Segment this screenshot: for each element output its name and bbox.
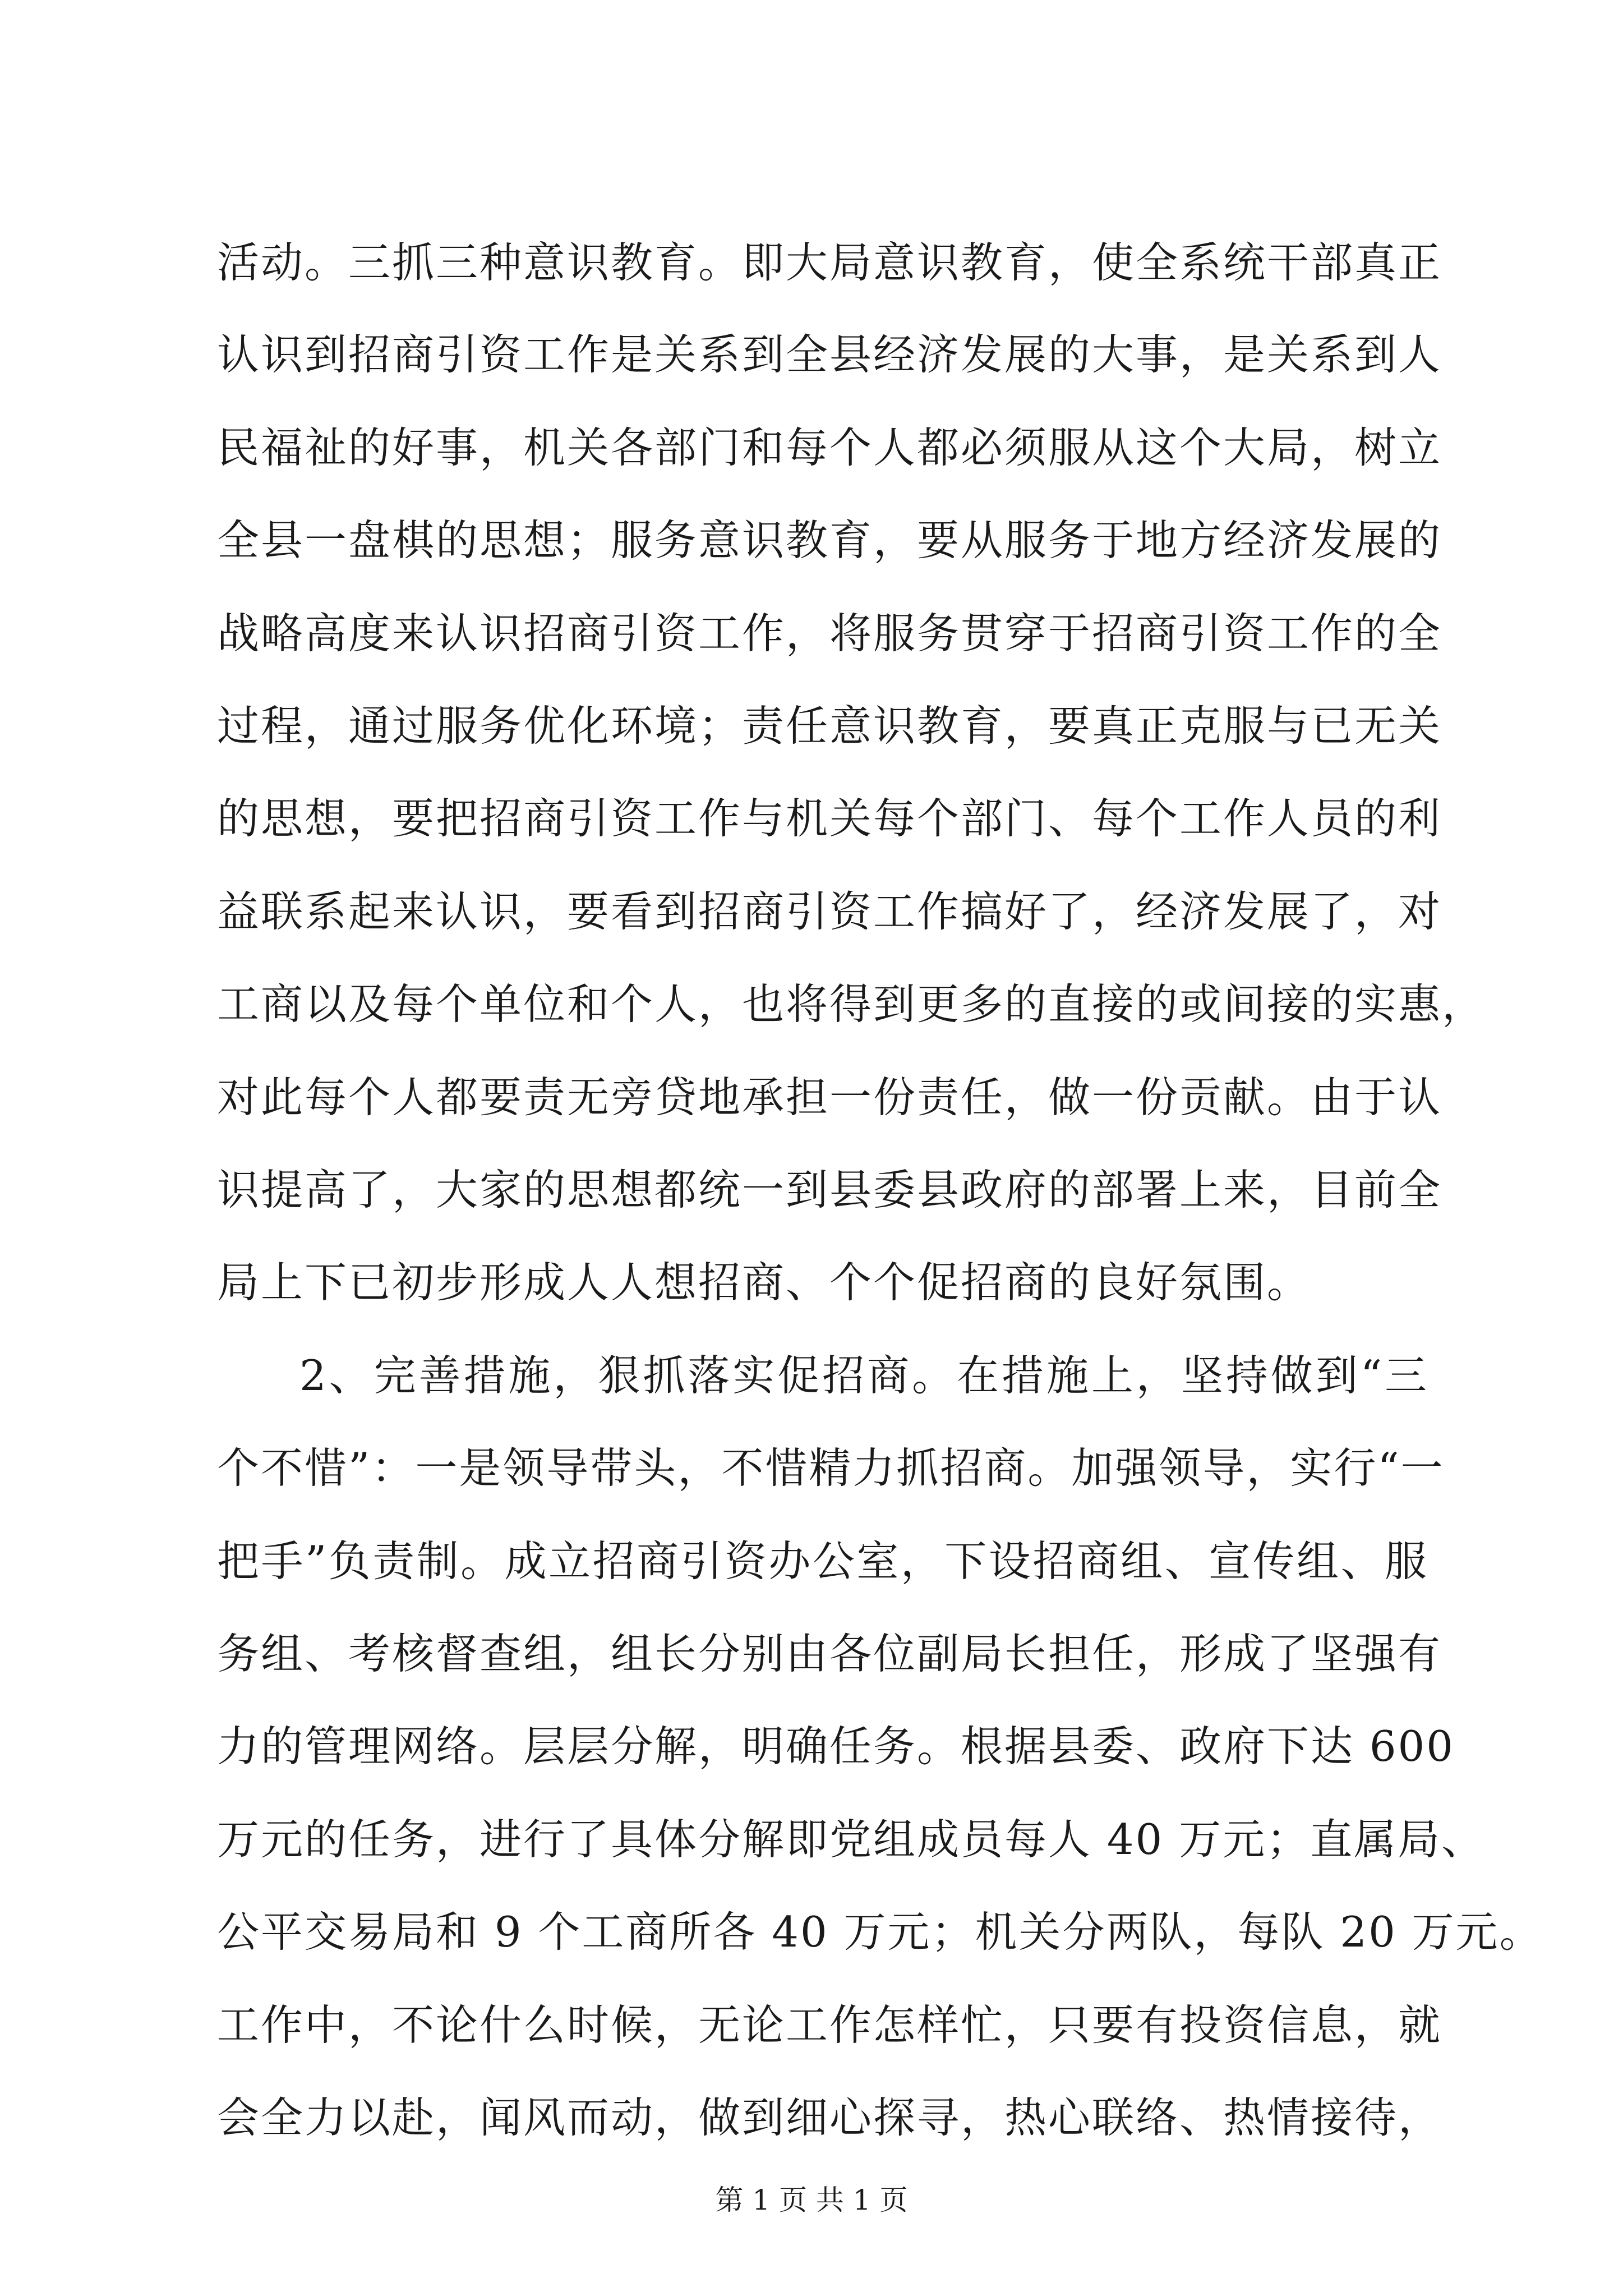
text-line-5: 战略高度来认识招商引资工作，将服务贯穿于招商引资工作的全	[217, 609, 1442, 658]
text-line-3: 民福祉的好事，机关各部门和每个人都必须服从这个大局，树立	[217, 423, 1442, 472]
text-line-21: 会全力以赴，闻风而动，做到细心探寻，热心联络、热情接待，	[217, 2093, 1442, 2142]
text-line-16: 务组、考核督查组，组长分别由各位副局长担任，形成了坚强有	[217, 1629, 1442, 1678]
text-line-14: 个不惜”：一是领导带头，不惜精力抓招商。加强领导，实行“一	[217, 1443, 1445, 1493]
text-line-10: 对此每个人都要责无旁贷地承担一份责任，做一份贡献。由于认	[217, 1073, 1442, 1122]
text-line-4: 全县一盘棋的思想；服务意识教育，要从服务于地方经济发展的	[217, 516, 1442, 565]
text-line-20: 工作中，不论什么时候，无论工作怎样忙，只要有投资信息，就	[217, 2000, 1442, 2050]
text-line-15: 把手”负责制。成立招商引资办公室，下设招商组、宣传组、服	[217, 1536, 1428, 1586]
text-line-18: 万元的任务，进行了具体分解即党组成员每人 40 万元；直属局、	[217, 1815, 1486, 1864]
text-line-6: 过程，通过服务优化环境；责任意识教育，要真正克服与已无关	[217, 701, 1442, 751]
text-line-12: 局上下已初步形成人人想招商、个个促招商的良好氛围。	[217, 1258, 1311, 1307]
page-number-footer: 第 1 页 共 1 页	[715, 2184, 908, 2216]
text-line-17: 力的管理网络。层层分解，明确任务。根据县委、政府下达 600	[217, 1722, 1455, 1771]
text-line-7: 的思想，要把招商引资工作与机关每个部门、每个工作人员的利	[217, 794, 1442, 843]
text-line-11: 识提高了，大家的思想都统一到县委县政府的部署上来，目前全	[217, 1165, 1442, 1214]
text-line-2: 认识到招商引资工作是关系到全县经济发展的大事，是关系到人	[217, 330, 1442, 379]
text-line-19: 公平交易局和 9 个工商所各 40 万元；机关分两队，每队 20 万元。	[217, 1907, 1543, 1957]
text-line-13: 2、完善措施，狠抓落实促招商。在措施上，坚持做到“三	[299, 1351, 1428, 1400]
text-line-1: 活动。三抓三种意识教育。即大局意识教育，使全系统干部真正	[217, 238, 1442, 287]
text-line-8: 益联系起来认识，要看到招商引资工作搞好了，经济发展了，对	[217, 887, 1442, 936]
text-line-9: 工商以及每个单位和个人，也将得到更多的直接的或间接的实惠，	[217, 979, 1486, 1029]
